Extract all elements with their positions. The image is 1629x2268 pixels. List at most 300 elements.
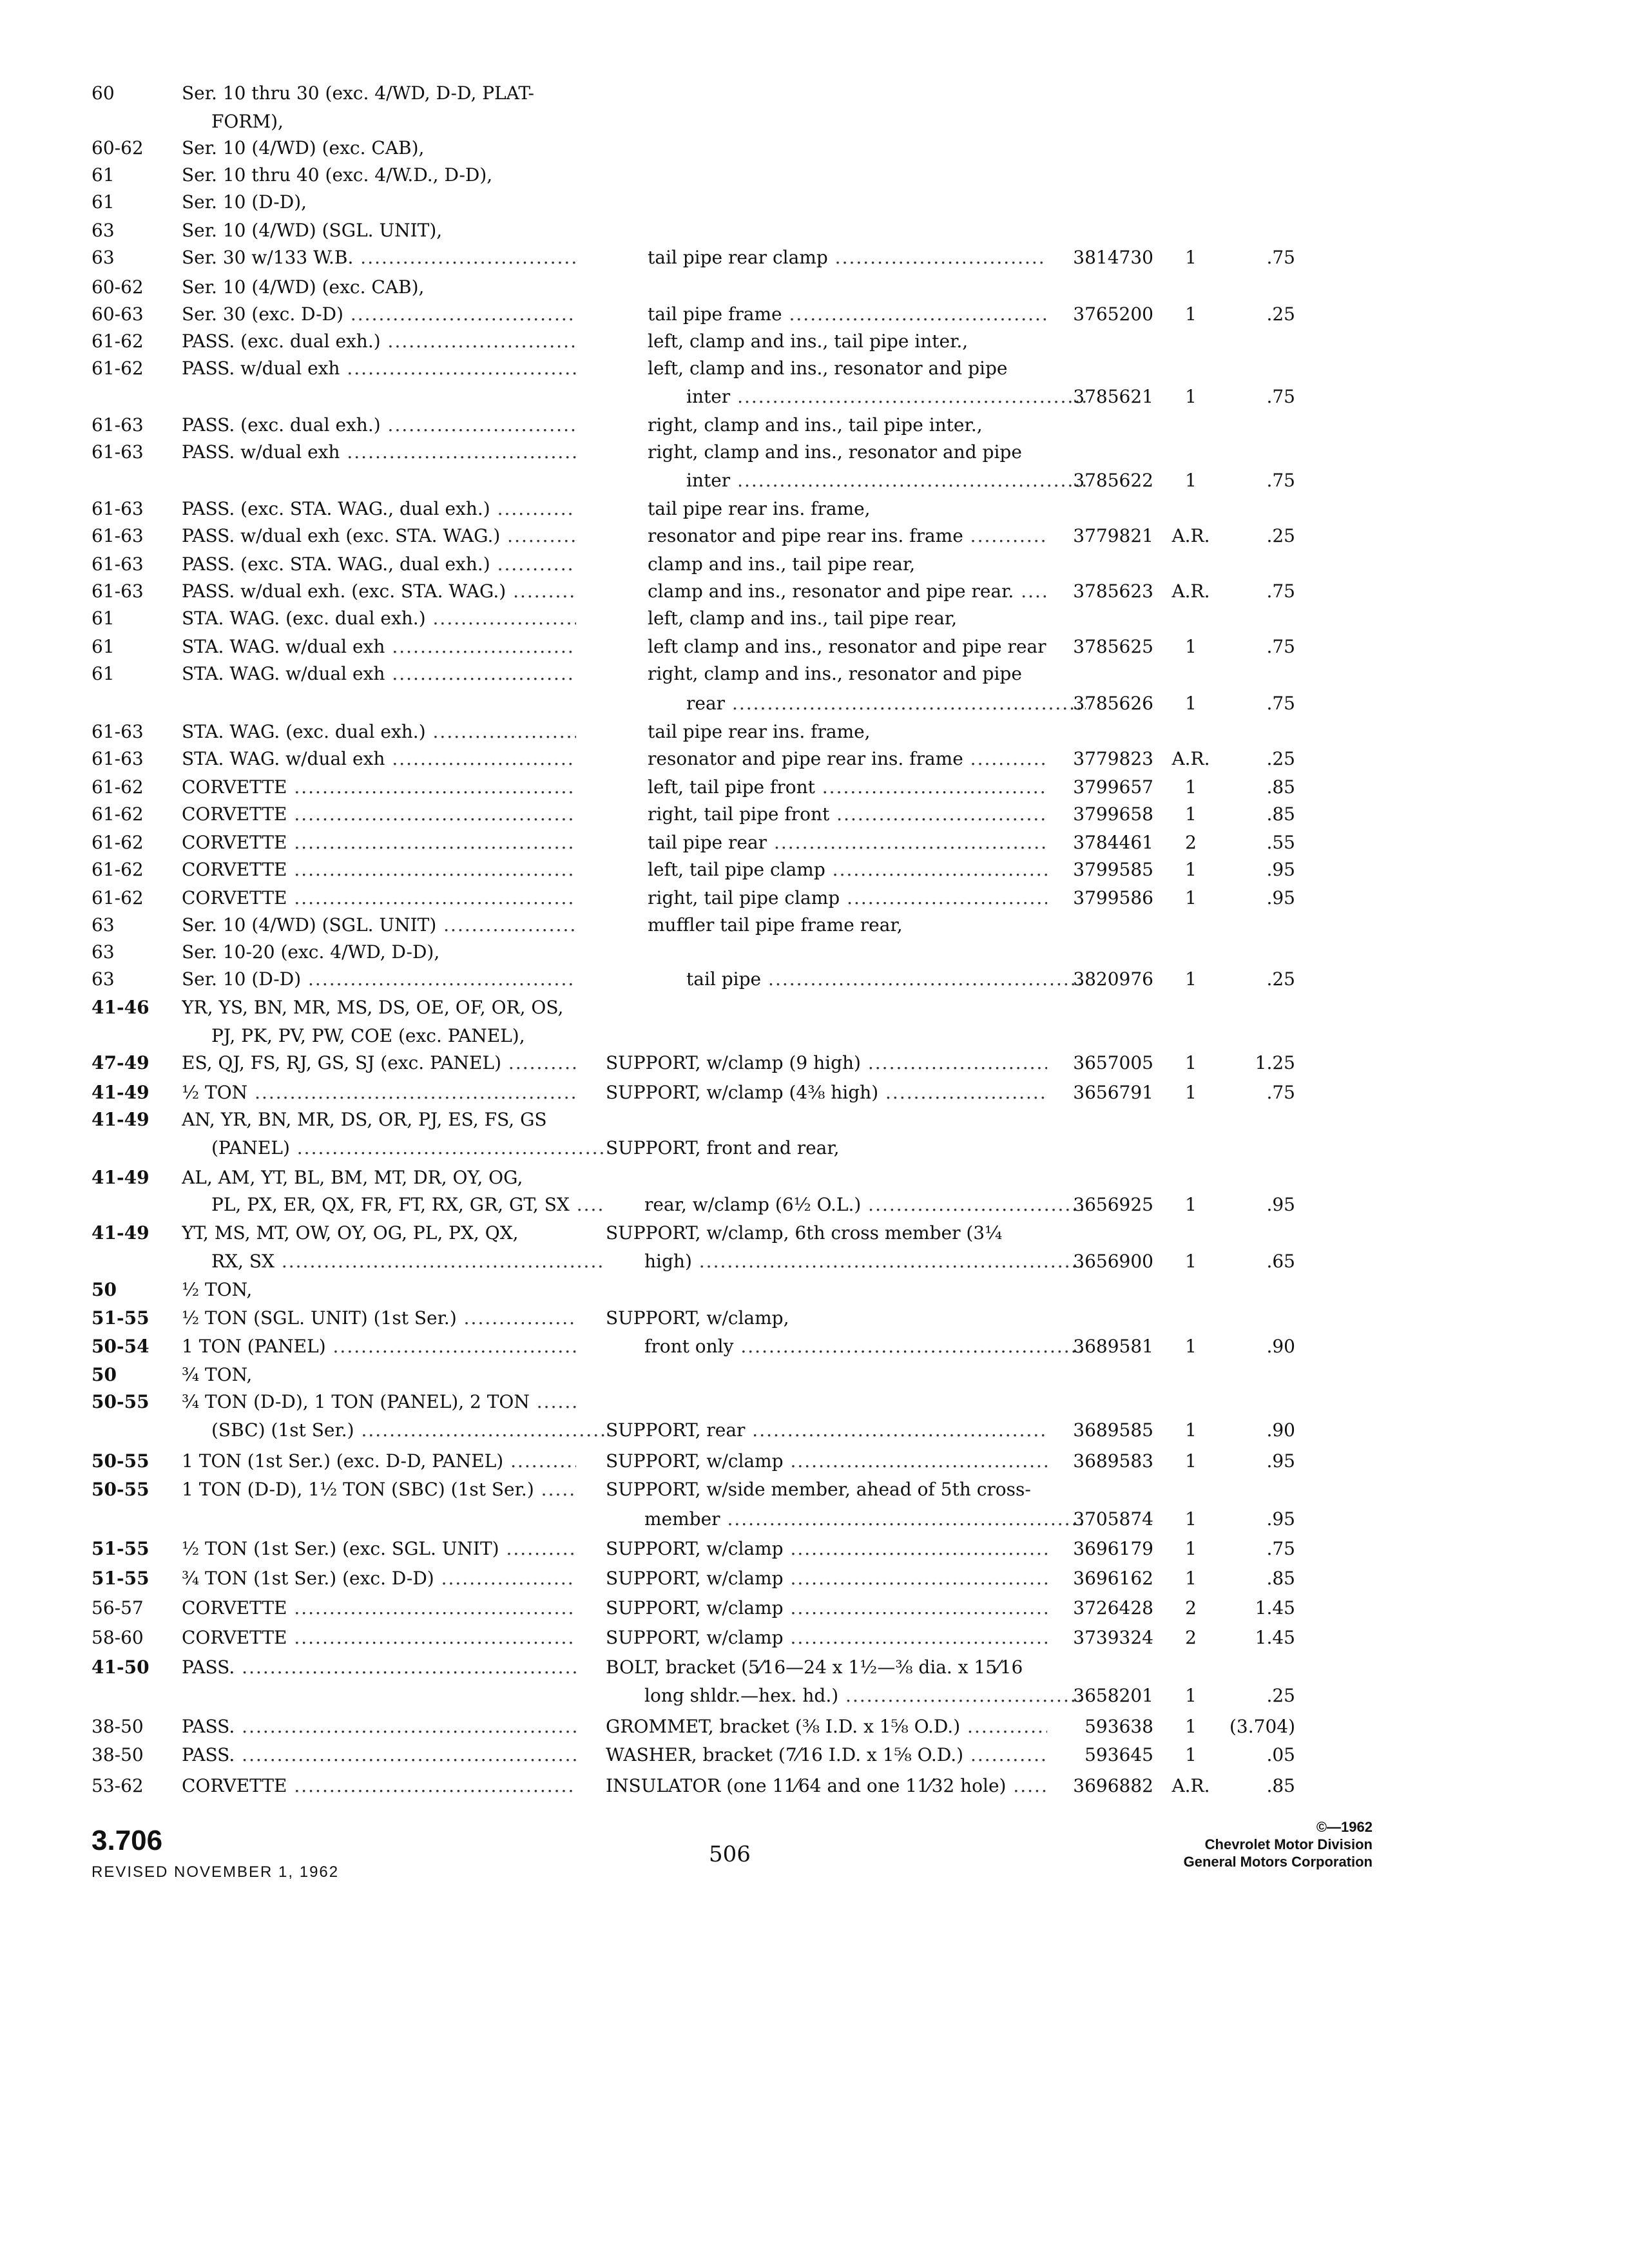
model-year: 41-50: [92, 1657, 149, 1678]
model-year: 61-62: [92, 776, 144, 798]
table-row: [0, 774, 1629, 803]
application: CORVETTE .....: [182, 774, 576, 800]
application: ¾ TON (1st Ser.) (exc. D-D) .....: [182, 1566, 576, 1591]
part-description: GROMMET, bracket (⅜ I.D. x 1⅝ O.D.) .....: [606, 1714, 1047, 1740]
part-number: 3696882: [1073, 1775, 1153, 1796]
part-number: 3656925: [1073, 1194, 1153, 1215]
list-price: .95: [1266, 1508, 1295, 1530]
model-year: 63: [92, 220, 115, 241]
part-description: SUPPORT, w/clamp (9 high) .....: [606, 1050, 1047, 1076]
list-price: .65: [1266, 1251, 1295, 1272]
part-description: right, tail pipe front .....: [648, 802, 1047, 827]
part-description: SUPPORT, front and rear,: [606, 1137, 840, 1158]
table-row: [0, 606, 1629, 634]
model-year: 38-50: [92, 1744, 144, 1765]
table-row: [0, 1249, 1629, 1277]
quantity: 1: [1185, 968, 1197, 990]
model-year: 50-54: [92, 1336, 149, 1357]
part-description: clamp and ins., resonator and pipe rear. .....: [648, 579, 1047, 604]
quantity: 1: [1185, 1716, 1197, 1737]
application: PASS. w/dual exh .....: [182, 439, 576, 465]
part-number: 3785625: [1073, 636, 1153, 657]
quantity: 1: [1185, 303, 1197, 325]
application: Ser. 10 (4/WD) (exc. CAB),: [182, 137, 425, 159]
model-year: 58-60: [92, 1627, 144, 1648]
part-number: 3784461: [1073, 832, 1153, 853]
model-year: 51-55: [92, 1538, 149, 1559]
table-row: [0, 912, 1629, 941]
application: PASS. .....: [182, 1742, 576, 1768]
table-row: [0, 245, 1629, 273]
list-price: .25: [1266, 748, 1295, 769]
model-year: 61-62: [92, 859, 144, 880]
part-description: SUPPORT, w/clamp (4⅜ high) .....: [606, 1080, 1047, 1106]
quantity: 1: [1185, 776, 1197, 798]
part-description: tail pipe rear .....: [648, 830, 1047, 856]
list-price: .75: [1266, 581, 1295, 602]
part-description: left, tail pipe clamp .....: [648, 857, 1047, 883]
application: ½ TON .....: [182, 1080, 576, 1106]
part-description: BOLT, bracket (5⁄16—24 x 1½—⅜ dia. x 15⁄16: [606, 1657, 1023, 1678]
part-description: inter .....: [648, 468, 1086, 494]
model-year: 61-62: [92, 803, 144, 825]
list-price: 1.45: [1255, 1627, 1295, 1648]
part-number: 3799585: [1073, 859, 1153, 880]
application: 1 TON (D-D), 1½ TON (SBC) (1st Ser.) .....: [182, 1477, 576, 1503]
table-row: [0, 885, 1629, 914]
model-year: 61-62: [92, 358, 144, 379]
table-row: [0, 1595, 1629, 1624]
model-year: 60-63: [92, 303, 144, 325]
table-row: [0, 1389, 1629, 1418]
list-price: .95: [1266, 859, 1295, 880]
list-price: .25: [1266, 303, 1295, 325]
table-row: [0, 1165, 1629, 1193]
application: Ser. 30 w/133 W.B. .....: [182, 245, 576, 271]
table-row: [0, 1277, 1629, 1305]
quantity: 1: [1185, 1251, 1197, 1272]
application: Ser. 10 (D-D),: [182, 191, 307, 213]
table-row: [0, 1080, 1629, 1108]
model-year: 41-49: [92, 1082, 149, 1103]
list-price: .85: [1266, 803, 1295, 825]
model-year: 56-57: [92, 1597, 144, 1619]
table-row: [0, 384, 1629, 412]
table-row: [0, 439, 1629, 468]
table-row: [0, 496, 1629, 524]
part-description: SUPPORT, w/clamp .....: [606, 1536, 1047, 1562]
model-year: 61: [92, 636, 115, 657]
application: AN, YR, BN, MR, DS, OR, PJ, ES, FS, GS: [182, 1109, 547, 1130]
model-year: 60: [92, 82, 115, 104]
part-description: resonator and pipe rear ins. frame .....: [648, 523, 1047, 549]
table-row: [0, 1305, 1629, 1334]
table-row: [0, 162, 1629, 191]
table-row: [0, 634, 1629, 662]
part-number: 3657005: [1073, 1052, 1153, 1073]
application: Ser. 10 (4/WD) (SGL. UNIT),: [182, 220, 443, 241]
part-description: right, tail pipe clamp .....: [648, 885, 1047, 911]
quantity: 1: [1185, 1508, 1197, 1530]
quantity: 1: [1185, 887, 1197, 908]
list-price: .85: [1266, 1775, 1295, 1796]
table-row: [0, 1506, 1629, 1535]
table-row: [0, 1683, 1629, 1711]
part-number: 3739324: [1073, 1627, 1153, 1648]
model-year: 63: [92, 914, 115, 936]
part-number: 3785621: [1073, 386, 1153, 407]
table-row: [0, 1192, 1629, 1220]
application: PJ, PK, PV, PW, COE (exc. PANEL),: [211, 1025, 525, 1046]
part-number: 593645: [1084, 1744, 1153, 1765]
table-row: [0, 1050, 1629, 1079]
part-description: left clamp and ins., resonator and pipe rear .....: [648, 634, 1047, 660]
table-row: [0, 1448, 1629, 1477]
quantity: 2: [1185, 832, 1197, 853]
part-description: left, clamp and ins., resonator and pipe: [648, 358, 1008, 379]
part-description: rear .....: [648, 691, 1086, 716]
list-price: .75: [1266, 1082, 1295, 1103]
list-price: .95: [1266, 887, 1295, 908]
table-row: [0, 995, 1629, 1023]
part-number: 3814730: [1073, 247, 1153, 268]
part-description: SUPPORT, w/clamp,: [606, 1307, 789, 1329]
table-row: [0, 109, 1629, 137]
part-description: rear, w/clamp (6½ O.L.) .....: [606, 1192, 1086, 1218]
list-price: .25: [1266, 1685, 1295, 1706]
table-row: [0, 1220, 1629, 1249]
application: CORVETTE .....: [182, 857, 576, 883]
model-year: 61: [92, 164, 115, 186]
model-year: 63: [92, 247, 115, 268]
application: Ser. 10-20 (exc. 4/WD, D-D),: [182, 941, 440, 963]
table-row: [0, 1773, 1629, 1802]
table-row: [0, 746, 1629, 774]
part-description: SUPPORT, w/clamp .....: [606, 1625, 1047, 1651]
list-price: .75: [1266, 693, 1295, 714]
part-number: 593638: [1084, 1716, 1153, 1737]
application: PASS. (exc. dual exh.) .....: [182, 412, 576, 438]
page-number: 506: [709, 1841, 751, 1867]
table-row: [0, 830, 1629, 858]
table-row: [0, 1107, 1629, 1135]
table-row: [0, 1742, 1629, 1771]
application: CORVETTE .....: [182, 1595, 576, 1621]
list-price: .25: [1266, 968, 1295, 990]
application: Ser. 10 (4/WD) (SGL. UNIT) .....: [182, 912, 576, 938]
part-number: 3689581: [1073, 1336, 1153, 1357]
application: (PANEL) .....: [182, 1135, 606, 1161]
list-price: .85: [1266, 776, 1295, 798]
table-row: [0, 579, 1629, 607]
table-row: [0, 81, 1629, 109]
table-row: [0, 1566, 1629, 1594]
part-number: 3726428: [1073, 1597, 1153, 1619]
list-price: .75: [1266, 386, 1295, 407]
application: PL, PX, ER, QX, FR, FT, RX, GR, GT, SX .....: [182, 1192, 606, 1218]
application: CORVETTE .....: [182, 802, 576, 827]
part-description: SUPPORT, w/clamp, 6th cross member (3¼: [606, 1222, 1003, 1244]
application: Ser. 10 thru 40 (exc. 4/W.D., D-D),: [182, 164, 493, 186]
quantity: 1: [1185, 1685, 1197, 1706]
list-price: .95: [1266, 1450, 1295, 1472]
part-number: 3696162: [1073, 1568, 1153, 1589]
quantity: A.R.: [1171, 748, 1210, 769]
part-number: 3765200: [1073, 303, 1153, 325]
application: CORVETTE .....: [182, 1773, 576, 1799]
application: CORVETTE .....: [182, 885, 576, 911]
model-year: 60-62: [92, 137, 144, 159]
table-row: [0, 218, 1629, 246]
table-row: [0, 1418, 1629, 1446]
model-year: 41-46: [92, 997, 149, 1018]
list-price: .55: [1266, 832, 1295, 853]
list-price: .25: [1266, 525, 1295, 546]
part-description: tail pipe frame .....: [648, 302, 1047, 327]
table-row: [0, 661, 1629, 689]
table-row: [0, 1625, 1629, 1653]
application: RX, SX .....: [182, 1249, 606, 1274]
table-row: [0, 523, 1629, 552]
part-description: INSULATOR (one 11⁄64 and one 11⁄32 hole) .....: [606, 1773, 1047, 1799]
part-number: 3785622: [1073, 470, 1153, 491]
application: STA. WAG. (exc. dual exh.) .....: [182, 606, 576, 631]
application: ½ TON,: [182, 1279, 253, 1300]
quantity: 1: [1185, 1419, 1197, 1441]
table-row: [0, 719, 1629, 747]
part-number: 3779823: [1073, 748, 1153, 769]
application: STA. WAG. w/dual exh .....: [182, 661, 576, 687]
model-year: 50-55: [92, 1391, 149, 1412]
list-price: 1.45: [1255, 1597, 1295, 1619]
model-year: 61-63: [92, 441, 144, 463]
part-description: right, clamp and ins., resonator and pipe: [648, 441, 1022, 463]
application: CORVETTE .....: [182, 830, 576, 856]
quantity: 1: [1185, 1744, 1197, 1765]
table-row: [0, 1536, 1629, 1564]
model-year: 53-62: [92, 1775, 144, 1796]
model-year: 61-63: [92, 748, 144, 769]
table-row: [0, 552, 1629, 580]
table-row: [0, 1655, 1629, 1683]
table-row: [0, 412, 1629, 441]
revision-date: REVISED NOVEMBER 1, 1962: [92, 1863, 340, 1881]
table-row: [0, 857, 1629, 885]
model-year: 61-62: [92, 887, 144, 908]
model-year: 61-63: [92, 721, 144, 742]
part-description: resonator and pipe rear ins. frame .....: [648, 746, 1047, 772]
table-row: [0, 1334, 1629, 1362]
model-year: 51-55: [92, 1307, 149, 1329]
part-number: 3705874: [1073, 1508, 1153, 1530]
list-price: (3.704): [1229, 1716, 1295, 1737]
table-row: [0, 356, 1629, 384]
application: YT, MS, MT, OW, OY, OG, PL, PX, QX,: [182, 1222, 519, 1244]
part-number: 3696179: [1073, 1538, 1153, 1559]
quantity: A.R.: [1171, 525, 1210, 546]
quantity: 2: [1185, 1597, 1197, 1619]
quantity: 1: [1185, 470, 1197, 491]
part-number: 3658201: [1073, 1685, 1153, 1706]
table-row: [0, 1362, 1629, 1390]
division-name: Chevrolet Motor Division: [1204, 1836, 1373, 1852]
part-number: 3799658: [1073, 803, 1153, 825]
part-description: tail pipe .....: [648, 966, 1086, 992]
part-number: 3689585: [1073, 1419, 1153, 1441]
part-number: 3785626: [1073, 693, 1153, 714]
part-number: 3656900: [1073, 1251, 1153, 1272]
application: ½ TON (SGL. UNIT) (1st Ser.) .....: [182, 1305, 576, 1331]
model-year: 61: [92, 663, 115, 684]
model-year: 61: [92, 191, 115, 213]
part-description: SUPPORT, w/side member, ahead of 5th cross-: [606, 1479, 1031, 1500]
quantity: 1: [1185, 803, 1197, 825]
table-row: [0, 135, 1629, 164]
part-number: 3689583: [1073, 1450, 1153, 1472]
application: ES, QJ, FS, RJ, GS, SJ (exc. PANEL) .....: [182, 1050, 576, 1076]
application: 1 TON (PANEL) .....: [182, 1334, 576, 1360]
model-year: 63: [92, 941, 115, 963]
application: Ser. 30 (exc. D-D) .....: [182, 302, 576, 327]
application: CORVETTE .....: [182, 1625, 576, 1651]
application: Ser. 10 (D-D) .....: [182, 966, 576, 992]
table-row: [0, 302, 1629, 330]
model-year: 50: [92, 1364, 117, 1385]
part-description: long shldr.—hex. hd.) .....: [606, 1683, 1086, 1709]
quantity: 1: [1185, 1568, 1197, 1589]
table-row: [0, 802, 1629, 830]
quantity: A.R.: [1171, 1775, 1210, 1796]
application: Ser. 10 (4/WD) (exc. CAB),: [182, 276, 425, 298]
model-year: 61-63: [92, 525, 144, 546]
quantity: 1: [1185, 1082, 1197, 1103]
part-number: 3785623: [1073, 581, 1153, 602]
quantity: 1: [1185, 1538, 1197, 1559]
section-code: 3.706: [92, 1825, 163, 1856]
quantity: 1: [1185, 1052, 1197, 1073]
list-price: .90: [1266, 1419, 1295, 1441]
list-price: .85: [1266, 1568, 1295, 1589]
part-description: left, tail pipe front .....: [648, 774, 1047, 800]
application: PASS. (exc. STA. WAG., dual exh.) .....: [182, 496, 576, 522]
table-row: [0, 1477, 1629, 1505]
quantity: 1: [1185, 247, 1197, 268]
application: PASS. (exc. dual exh.) .....: [182, 329, 576, 354]
part-description: SUPPORT, w/clamp .....: [606, 1448, 1047, 1474]
part-description: inter .....: [648, 384, 1086, 410]
list-price: .75: [1266, 247, 1295, 268]
application: 1 TON (1st Ser.) (exc. D-D, PANEL) .....: [182, 1448, 576, 1474]
application: YR, YS, BN, MR, MS, DS, OE, OF, OR, OS,: [182, 997, 564, 1018]
model-year: 38-50: [92, 1716, 144, 1737]
application: ¾ TON (D-D), 1 TON (PANEL), 2 TON .....: [182, 1389, 576, 1415]
table-row: [0, 1023, 1629, 1052]
model-year: 60-62: [92, 276, 144, 298]
part-number: 3656791: [1073, 1082, 1153, 1103]
application: ½ TON (1st Ser.) (exc. SGL. UNIT) .....: [182, 1536, 576, 1562]
application: (SBC) (1st Ser.) .....: [182, 1418, 606, 1443]
part-description: member .....: [606, 1506, 1086, 1532]
application: STA. WAG. (exc. dual exh.) .....: [182, 719, 576, 745]
application: Ser. 10 thru 30 (exc. 4/WD, D-D, PLAT-: [182, 82, 534, 104]
list-price: .05: [1266, 1744, 1295, 1765]
table-row: [0, 1135, 1629, 1164]
table-row: [0, 189, 1629, 218]
part-description: SUPPORT, rear .....: [606, 1418, 1047, 1443]
table-row: [0, 1714, 1629, 1742]
model-year: 50-55: [92, 1479, 149, 1500]
application: ¾ TON,: [182, 1364, 253, 1385]
application: PASS. w/dual exh (exc. STA. WAG.) .....: [182, 523, 576, 549]
list-price: .90: [1266, 1336, 1295, 1357]
model-year: 41-49: [92, 1222, 149, 1244]
quantity: A.R.: [1171, 581, 1210, 602]
part-number: 3820976: [1073, 968, 1153, 990]
part-description: left, clamp and ins., tail pipe inter.,: [648, 331, 969, 352]
application: AL, AM, YT, BL, BM, MT, DR, OY, OG,: [182, 1167, 523, 1188]
part-description: tail pipe rear ins. frame,: [648, 721, 871, 742]
corporation-name: General Motors Corporation: [1183, 1854, 1373, 1870]
application: FORM),: [211, 111, 284, 132]
list-price: .75: [1266, 636, 1295, 657]
part-description: high) .....: [606, 1249, 1086, 1274]
quantity: 1: [1185, 1336, 1197, 1357]
application: PASS. .....: [182, 1714, 576, 1740]
application: PASS. .....: [182, 1655, 576, 1680]
model-year: 61-62: [92, 331, 144, 352]
part-description: left, clamp and ins., tail pipe rear,: [648, 608, 958, 629]
list-price: 1.25: [1255, 1052, 1295, 1073]
part-description: SUPPORT, w/clamp .....: [606, 1566, 1047, 1591]
model-year: 61-63: [92, 553, 144, 575]
model-year: 50-55: [92, 1450, 149, 1472]
model-year: 61-63: [92, 414, 144, 436]
publisher-block: [1063, 1818, 1373, 1870]
part-number: 3799657: [1073, 776, 1153, 798]
model-year: 61-63: [92, 581, 144, 602]
model-year: 61-63: [92, 498, 144, 519]
model-year: 61-62: [92, 832, 144, 853]
part-description: muffler tail pipe frame rear,: [648, 914, 903, 936]
table-row: [0, 329, 1629, 357]
quantity: 1: [1185, 386, 1197, 407]
quantity: 1: [1185, 636, 1197, 657]
list-price: .75: [1266, 470, 1295, 491]
part-description: right, clamp and ins., tail pipe inter.,: [648, 414, 983, 436]
application: PASS. w/dual exh .....: [182, 356, 576, 381]
part-description: tail pipe rear ins. frame,: [648, 498, 871, 519]
table-row: [0, 691, 1629, 719]
model-year: 50: [92, 1279, 117, 1300]
list-price: .95: [1266, 1194, 1295, 1215]
model-year: 61: [92, 608, 115, 629]
model-year: 51-55: [92, 1568, 149, 1589]
application: STA. WAG. w/dual exh .....: [182, 746, 576, 772]
quantity: 1: [1185, 859, 1197, 880]
table-row: [0, 939, 1629, 968]
part-description: front only .....: [606, 1334, 1086, 1360]
copyright: ©—1962: [1316, 1819, 1373, 1835]
part-number: 3779821: [1073, 525, 1153, 546]
list-price: .75: [1266, 1538, 1295, 1559]
table-row: [0, 966, 1629, 995]
part-description: WASHER, bracket (7⁄16 I.D. x 1⅝ O.D.) .....: [606, 1742, 1047, 1768]
model-year: 41-49: [92, 1109, 149, 1130]
application: PASS. w/dual exh. (exc. STA. WAG.) .....: [182, 579, 576, 604]
model-year: 47-49: [92, 1052, 149, 1073]
model-year: 41-49: [92, 1167, 149, 1188]
quantity: 2: [1185, 1627, 1197, 1648]
